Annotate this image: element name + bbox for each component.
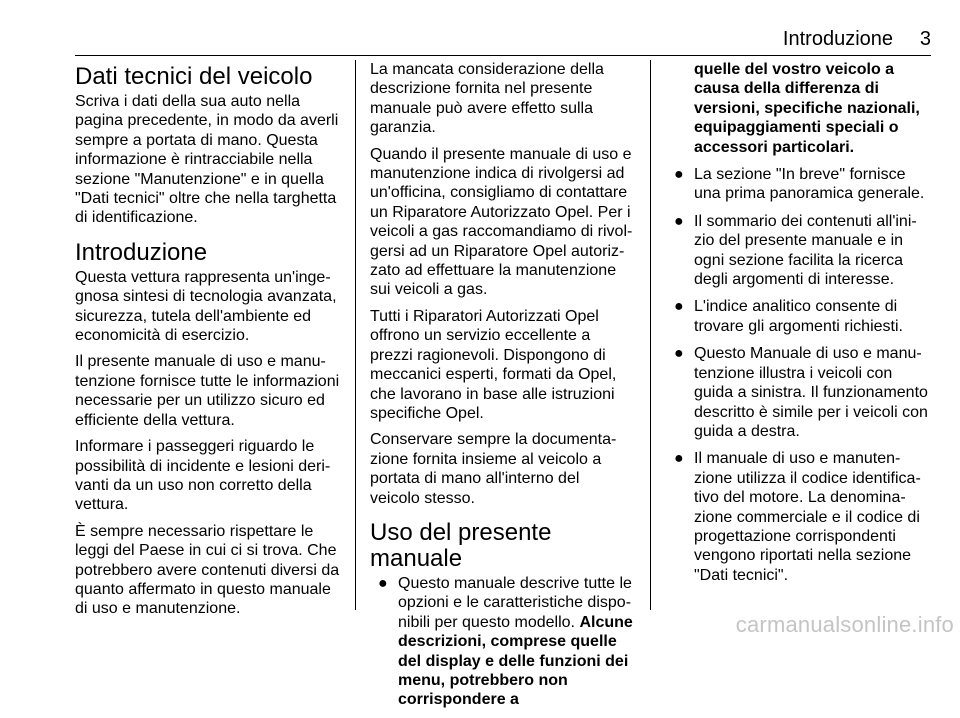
list-item-text: L'indice analitico consente di trovare gli argomenti richiesti.: [694, 298, 903, 335]
bullet-list: [370, 574, 633, 710]
bullet-icon: ●: [378, 574, 388, 592]
paragraph: La mancata considerazione della descrizione fornita nel presente manuale può avere effetto sulla garanzia.: [370, 61, 604, 137]
paragraph: Il presente manuale di uso e manutenzione fornisce tutte le informazioni necessarie per un utilizzo sicuro ed efficiente della vettura.: [75, 353, 340, 429]
paragraph: È sempre necessario rispettare le leggi del Paese in cui ci si trova. Che potrebbero avere contenuti diversi da quanto affermato in questo manuale di uso e manutenzione.: [75, 522, 340, 618]
paragraph: Quando il presente manuale di uso e manutenzione indica di rivolgersi ad un'officina, consigliamo di contattare un Riparatore Autorizzato Opel. Per i veicoli a gas raccomandiamo di rivolgersi ad un Riparatore Opel autorizzato ad effettuare la manutenzione sui veicoli a gas.: [370, 145, 633, 299]
page-number: 3: [919, 28, 931, 50]
list-item-text: Il manuale di uso e manutenzione utilizza il codice identificativo del motore. La denominazione commerciale e il codice di progettazione corrispondenti vengono riportati nella sezione "Dati tecnici".: [694, 450, 921, 584]
column-2: [370, 60, 633, 718]
paragraph: Informare i passeggeri riguardo le possibilità di incidente e lesioni derivanti da un uso non corretto della vettura.: [75, 438, 331, 514]
list-item: [370, 574, 633, 710]
page-header: [75, 28, 931, 52]
list-item: [666, 449, 929, 585]
column-divider: [355, 60, 356, 610]
list-item: [666, 212, 929, 290]
list-item: [666, 344, 929, 441]
column-divider: [650, 60, 651, 610]
watermark: carmanualsonline.info: [735, 612, 954, 637]
paragraph: Scriva i dati della sua auto nella pagina precedente, in modo da averli sempre a portata di mano. Questa informazione è rintracciabile nella sezione "Manutenzione" e in quella "Dati tecnici" oltre che nella targhetta di identificazione.: [75, 93, 339, 227]
paragraph: Tutti i Riparatori Autorizzati Opel offrono un servizio eccellente a prezzi ragionevoli. Dispongono di meccanici esperti, formati da Opel, che lavorano in base alle istruzioni specifiche Opel.: [370, 307, 617, 422]
column-1: [75, 60, 341, 619]
bullet-icon: ●: [674, 298, 684, 316]
header-rule: [75, 55, 931, 56]
list-item: [666, 297, 929, 336]
section-heading: Uso del presente manuale: [370, 518, 552, 572]
column-3: [666, 60, 929, 593]
bullet-icon: ●: [674, 450, 684, 468]
list-item-text: La sezione "In breve" fornisce una prima panoramica generale.: [694, 166, 925, 203]
bullet-list: [666, 165, 929, 585]
list-item-text: Questo Manuale di uso e manutenzione illustra i veicoli con guida a sinistra. Il funzionamento descritto è simile per i veicoli con guida a destra.: [694, 345, 928, 440]
bullet-icon: ●: [674, 166, 684, 184]
section-heading: Introduzione: [75, 238, 208, 266]
bullet-icon: ●: [674, 212, 684, 230]
paragraph: Conservare sempre la documentazione fornita insieme al veicolo a portata di mano all'interno del veicolo stesso.: [370, 431, 617, 507]
list-item: [666, 165, 929, 204]
list-item-text: Il sommario dei contenuti all'inizio del presente manuale e in ogni sezione facilita la ricerca degli argomenti di interesse.: [694, 212, 917, 289]
continued-text: quelle del vostro veicolo a causa della differenza di versioni, specifiche nazionali, equipaggiamenti speciali o accessori particolari.: [694, 61, 920, 156]
bullet-icon: ●: [674, 345, 684, 363]
list-item-text: Questo manuale descrive tutte le opzioni e le caratteristiche disponibili per questo modello.: [398, 574, 632, 631]
header-title: Introduzione: [782, 28, 893, 50]
section-heading: Dati tecnici del veicolo: [75, 63, 313, 90]
paragraph: Questa vettura rappresenta un'ingegnosa sintesi di tecnologia avanzata, sicurezza, tutela dell'ambiente ed economicità di esercizio.: [75, 268, 337, 345]
list-item-bold-text: Alcune descrizioni, comprese quelle del display e delle funzioni dei menu, potrebbero non corrispondere a: [398, 613, 633, 709]
